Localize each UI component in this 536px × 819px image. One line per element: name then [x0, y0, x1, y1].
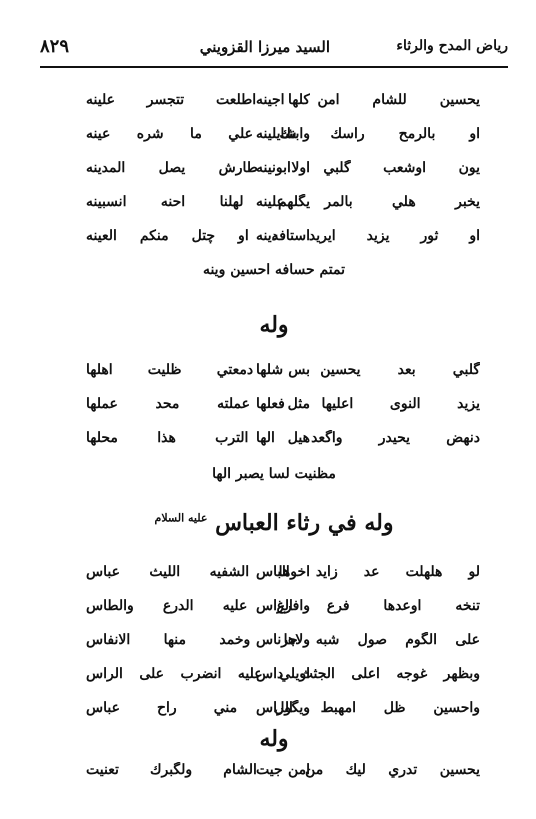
verse-left-hemistich: يگلهم لهلنا احنه انسبينه [86, 194, 310, 210]
verse-line [40, 160, 508, 180]
verse-right-hemistich: وبظهر غوجه اعلى الجثث داس [256, 666, 480, 682]
verse-right-hemistich: دنهض يحيدر واگعد الها [256, 430, 480, 446]
verse-line [40, 194, 508, 214]
verse-left-hemistich: كلها اطلعت تتجسر علينه [86, 92, 310, 108]
verse-right-hemistich: على الگوم صول شبه جرناس [256, 632, 480, 648]
verse-line [40, 666, 508, 686]
verse-left-hemistich: اخوها الشفيه الليث عباس [86, 564, 310, 580]
verse-line [40, 700, 508, 720]
verse-left-hemistich: استافه او چتل منكم العينه [86, 228, 310, 244]
verse-left-hemistich: اويلي عليه انضرب على الراس [86, 666, 310, 682]
poem-heading: وله [259, 726, 289, 752]
poem-heading-text: وله في رثاء العباس [215, 510, 394, 536]
verse-line [40, 632, 508, 652]
verse-right-hemistich: او ثور يزيد ايريد دينه [256, 228, 480, 244]
book-title: رياض المدح والرثاء [396, 38, 508, 54]
verse-left-hemistich: وابنك علي ما شره عينه [86, 126, 310, 142]
verse-right-hemistich: يون اوشعب گلبي ابونينه [256, 160, 480, 176]
page-number: ٨٢٩ [40, 36, 70, 57]
verse-line [40, 564, 508, 584]
verse-line [40, 126, 508, 146]
verse-left-hemistich: مثل عملته محد عملها [86, 396, 310, 412]
poem-heading [40, 510, 508, 536]
verse-line [40, 362, 508, 382]
honorific-glyph: عليه السلام [154, 511, 208, 525]
verse-right-hemistich: يحسين تدري ليك من جيت [256, 762, 480, 778]
verse-line [40, 762, 508, 782]
verse-left-hemistich: ويگول مني راح عباس [86, 700, 310, 716]
verse-right-hemistich: يحسين للشام امن اجينه [256, 92, 480, 108]
verse-left-hemistich: هيل الترب هذا محلها [86, 430, 310, 446]
verse-line [40, 430, 508, 450]
verse-line [40, 92, 508, 112]
verse-left-hemistich: امن الشام ولگبرك تعنيت [86, 762, 310, 778]
running-header [40, 36, 508, 62]
verse-right-hemistich: لو هلهلت عد زايد الباس [256, 564, 480, 580]
verse-line [40, 396, 508, 416]
header-rule [40, 66, 508, 68]
verse-left-hemistich: وافرغ عليه الدرع والطاس [86, 598, 310, 614]
verse-right-hemistich: او بالرمح راسك شايلينه [256, 126, 480, 142]
verse-right-hemistich: واحسين ظل امهبط الراس [256, 700, 480, 716]
verse-line [40, 228, 508, 248]
verse-right-hemistich: تنخه اوعدها فرع الراس [256, 598, 480, 614]
verse-line [40, 598, 508, 618]
verse-right-hemistich: گلبي بعد يحسين شلها [256, 362, 480, 378]
poem-heading: وله [259, 312, 289, 338]
verse-right-hemistich: يخبر هلي بالمر علينه [256, 194, 480, 210]
verse-left-hemistich: ولاها وخمد منها الانفاس [86, 632, 310, 648]
verse-right-hemistich: يزيد النوى اعليها فعلها [256, 396, 480, 412]
verse-left-hemistich: بس دمعتي ظليت اهلها [86, 362, 310, 378]
author-name: السيد ميرزا القزويني [199, 38, 330, 56]
closing-verse: مظنيت لسا يصبر الها [212, 466, 336, 482]
verse-left-hemistich: اولا طارش يصل المدينه [86, 160, 310, 176]
closing-verse: تمتم حسافه احسين وينه [202, 262, 346, 278]
